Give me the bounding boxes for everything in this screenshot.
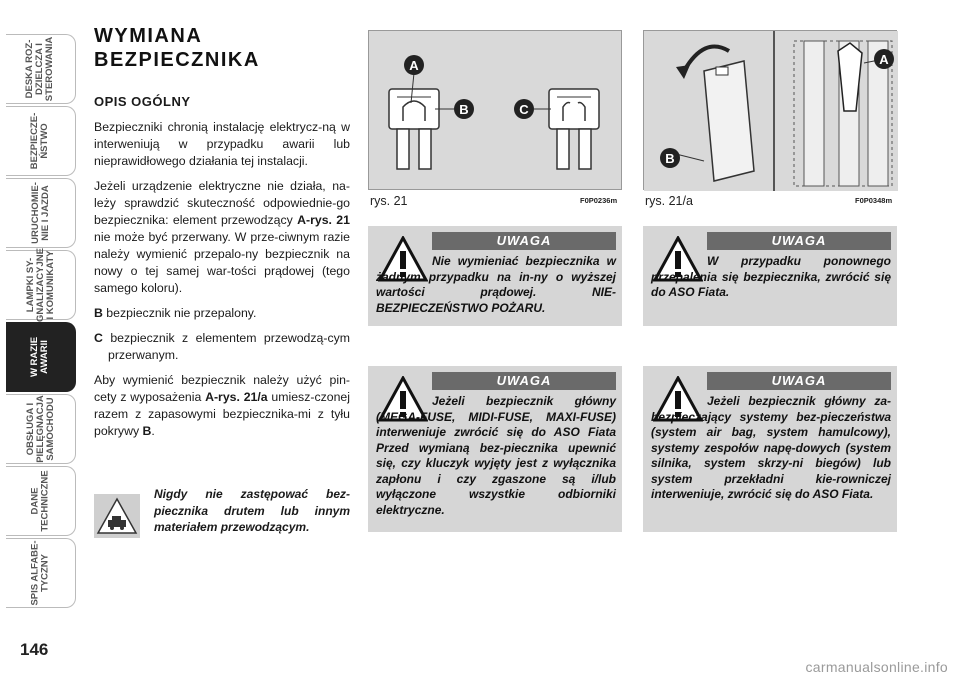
warning-box-3 (368, 366, 622, 532)
warning-text: W przypadku ponownego przepalenia się bezpiecznika, zwrócić się do ASO Fiata. (651, 254, 891, 299)
tab-dane-techniczne[interactable] (6, 466, 76, 536)
label-b: B (665, 151, 675, 166)
paragraph-2-text-b: nie może być przerwany. W prze-ciwnym razie należy wymienić przepalo-ny bezpiecznik na nowy o tej samej war-tości prądowej (tego samego koloru). (94, 230, 350, 295)
tab-obsluga[interactable] (6, 394, 76, 464)
figure-21a-caption: rys. 21/a (645, 194, 693, 208)
vehicle-tip-icon (94, 494, 140, 538)
legend-text-b: bezpiecznik nie przepalony. (102, 306, 257, 320)
tip-text: Nigdy nie zastępować bez-piecznika drutem lub innym materiałem przewodzącym. (154, 487, 350, 534)
paragraph-5-text-b: umiesz-czonej razem z zapasowymi bezpiecznika-mi z tyłu pokrywy (94, 390, 350, 438)
legend-b (94, 305, 350, 322)
main-text-column (94, 24, 350, 440)
paragraph-2-text-a: Jeżeli urządzenie elektryczne nie działa, na-leży sprawdzić skuteczność odpowiednie-go bezpiecznika: element przewodzący (94, 179, 350, 227)
tab-label: OBSŁUGA I PIELĘGNACJA SAMOCHODU (24, 395, 56, 463)
figure-21-caption: rys. 21 (370, 194, 408, 208)
warning-text: Jeżeli bezpiecznik główny (MEGA-FUSE, MIDI-FUSE, MAXI-FUSE) interweniuje zwrócić się do ASO Fiata Przed wymianą bez-piecznika upewnić się, czy kluczyk wyjęty jest z wyłącznika zapłonu i czy zgaszone są i/lub wyłączone wszystkie odbiorniki elektryczne. (376, 394, 616, 517)
tab-deska-rozdzielcza[interactable] (6, 34, 76, 104)
fuse-illustration (369, 31, 623, 191)
label-a: A (409, 58, 419, 73)
figure-21a-code: F0P0348m (855, 196, 893, 205)
label-b: B (459, 102, 469, 117)
legend-c (94, 330, 350, 364)
tab-spis-alfabetyczny[interactable] (6, 538, 76, 608)
tab-label: URUCHOMIE- NIE I JAZDA (29, 182, 51, 244)
figure-ref-21a: A-rys. 21/a (205, 390, 268, 404)
title-line-2: BEZPIECZNIKA (94, 49, 260, 71)
legend-key-b-ref: B (142, 424, 152, 438)
tab-label: BEZPIECZE- ŃSTWO (29, 112, 51, 170)
warning-box-4 (643, 366, 897, 532)
warning-heading: UWAGA (432, 232, 616, 250)
warning-text: Jeżeli bezpiecznik główny za-bezpieczający systemy bez-pieczeństwa (system air bag, system hamulcowy), systemy zespołów napę-dowych (system silnika, system skrzy-ni biegów) lub system przekładni kie-rowniczej interweniuje, zwrócić się do ASO Fiata. (651, 394, 891, 501)
tab-bezpieczenstwo[interactable] (6, 106, 76, 176)
fuse-blown (549, 89, 599, 169)
tab-w-razie-awarii[interactable] (6, 322, 76, 392)
tab-label: DESKA ROZ- DZIELCZA I STEROWANIA (24, 36, 56, 102)
warning-heading: UWAGA (707, 232, 891, 250)
label-a: A (879, 52, 889, 67)
legend-text-c: bezpiecznik z elementem przewodzą-cym przerwanym. (102, 331, 350, 362)
section-subtitle: OPIS OGÓLNY (94, 94, 191, 109)
tab-label: W RAZIE AWARII (29, 336, 51, 378)
paragraph-5 (94, 372, 350, 440)
warning-box-1 (368, 226, 622, 326)
tab-label: DANE TECHNICZNE (29, 470, 51, 532)
tab-lampki[interactable] (6, 250, 76, 320)
paragraph-2 (94, 178, 350, 297)
label-c: C (519, 102, 529, 117)
tab-label: LAMPKI SY- GNALIZACYJNE I KOMUNIKATY (24, 248, 56, 322)
warning-heading: UWAGA (432, 372, 616, 390)
watermark: carmanualsonline.info (805, 659, 948, 675)
legend-key-c: C (94, 331, 103, 345)
fuse-box-illustration (644, 31, 898, 191)
warning-text: Nie wymieniać bezpiecznika w żadnym przypadku na in-ny o wyższej wartości prądowej. NIE-BEZPIECZEŃSTWO POŻARU. (376, 254, 616, 315)
legend-key-b: B (94, 306, 103, 320)
page-number: 146 (20, 640, 49, 659)
title-line-1: WYMIANA (94, 25, 203, 47)
warning-box-2 (643, 226, 897, 326)
figure-21a (643, 30, 897, 190)
tip-note (94, 486, 350, 542)
paragraph-5-text-a: Aby wymienić bezpiecznik należy użyć pin-cety z wyposażenia (94, 373, 350, 404)
figure-21-code: F0P0236m (580, 196, 618, 205)
warning-heading: UWAGA (707, 372, 891, 390)
paragraph-1: Bezpieczniki chronią instalację elektrycz-ną w interweniują w przypadku awarii lub nieprawidłowego działania tej instalacji. (94, 120, 350, 168)
figure-ref-21: A-rys. 21 (297, 213, 350, 227)
tab-uruchomienie[interactable] (6, 178, 76, 248)
tab-label: SPIS ALFABE- TYCZNY (29, 540, 51, 606)
figure-21 (368, 30, 622, 190)
page-title (94, 24, 350, 72)
paragraph-5-end: . (151, 424, 155, 438)
fuse-intact (389, 89, 439, 169)
